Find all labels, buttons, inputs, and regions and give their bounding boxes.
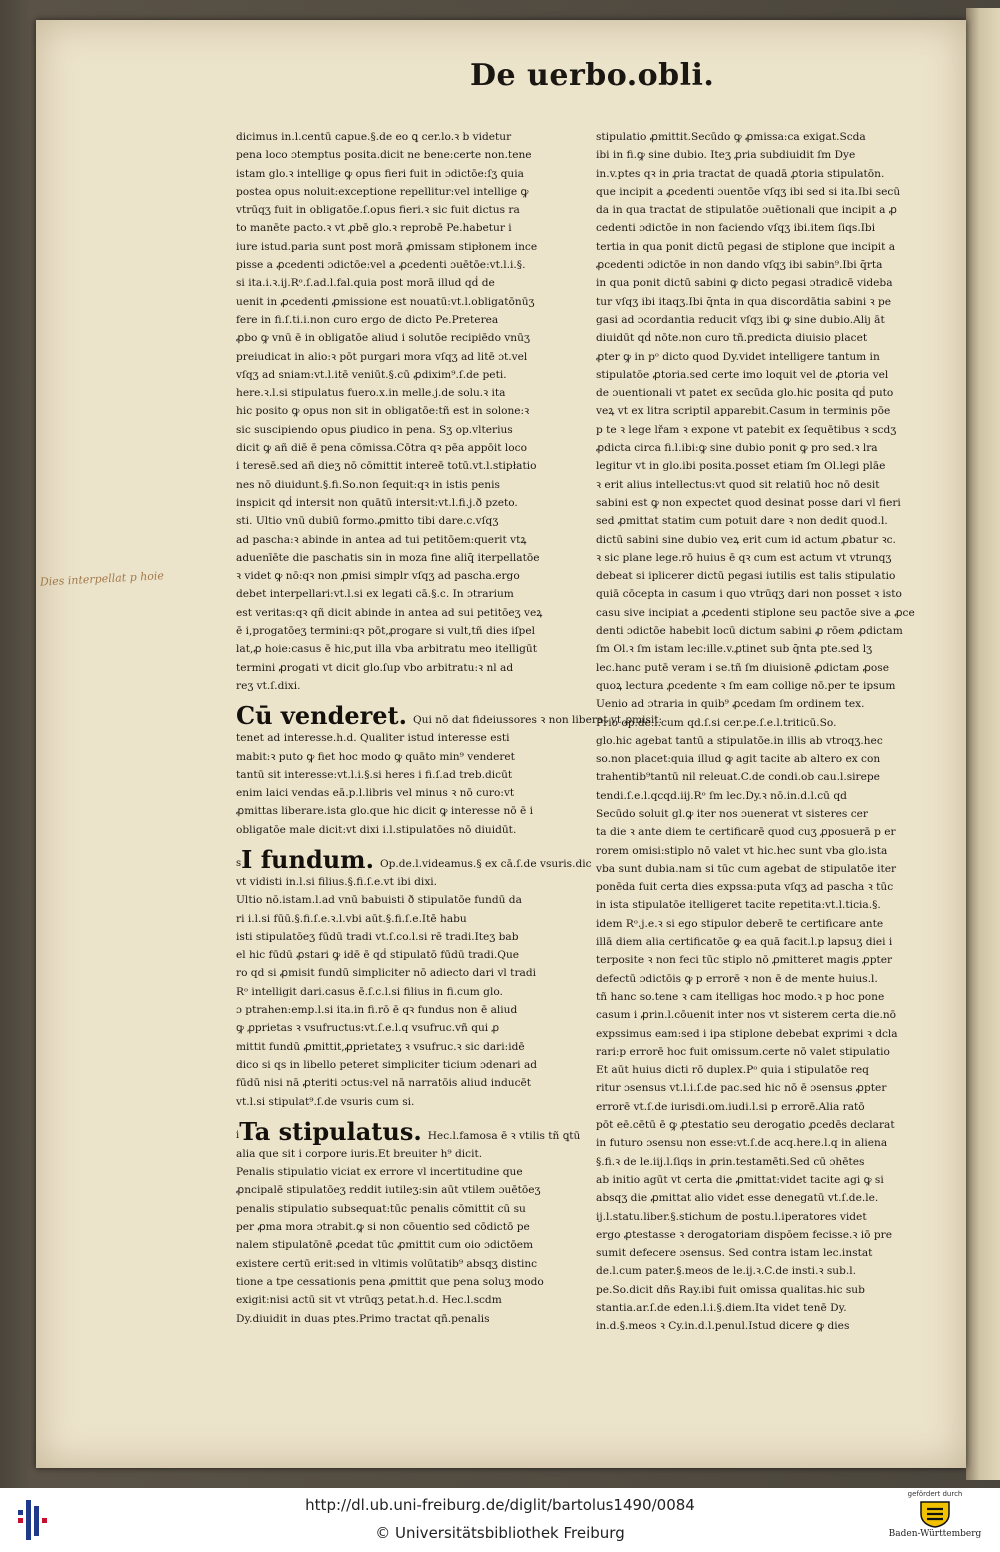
- text-line: nes nō diuidunt.§.fi.So.non ſequit:qꝛ in istis penis: [236, 478, 500, 491]
- text-line: enim laici vendas eā.p.l.libris vel minus ꝛ nō curo:vt: [236, 787, 515, 800]
- text-line: debet interpellari:vt.l.si ex legati cā.§.c. In ɔtrarium: [236, 588, 514, 601]
- text-line: absqʒ die ꝓmittat alio videt esse denegatū vt.ſ.de.le.: [596, 1192, 879, 1205]
- text-line: de ɔuentionali vt patet ex secūda glo.hic posita qḋ puto: [596, 387, 894, 400]
- text-line: ꝓcedenti ɔdictōe in non dando vſqʒ ibi sabin⁹.Ibi q̄rta: [596, 259, 883, 272]
- text-line: quoꝝ lectura ꝓcedente ꝛ ſm eam collige nō.per te ipsum: [596, 679, 896, 692]
- text-line: vt.l.si stipulat⁹.ſ.de vsuris cum si.: [236, 1095, 415, 1108]
- lemma-word: I fundum.: [241, 844, 374, 874]
- text-line: Penalis stipulatio viciat ex errore vl incertitudine que: [236, 1166, 523, 1179]
- text-line: que incipit a ꝓcedenti ɔuentōe vſqʒ ibi sed si ita.Ibi secū: [596, 185, 901, 198]
- text-line: in.d.§.meos ꝛ Cy.in.d.l.penul.Istud dicere ꝙ dies: [596, 1320, 850, 1333]
- text-line: reʒ vt.ſ.dixi.: [236, 679, 301, 692]
- text-line: p te ꝛ lege lřam ꝛ expone vt patebit ex ſequētibus ꝛ scdʒ: [596, 423, 897, 436]
- text-line: preiudicat in alio:ꝛ pōt purgari mora vſqʒ ad litē ɔt.vel: [236, 350, 528, 363]
- text-line: in ista stipulatōe itelligeret tacite repetita:vt.l.ticia.§.: [596, 899, 881, 912]
- text-line: in qua ponit dictū sabini ꝙ dicto pegasi ɔtradicē videba: [596, 277, 893, 290]
- text-line: mabit:ꝛ puto ꝙ fiet hoc modo ꝙ quāto min⁹ venderet: [236, 750, 515, 763]
- lemma-gloss: Op.de.l.videamus.§ ex cā.ſ.de vsuris.dic: [379, 857, 592, 870]
- text-line: casu sive incipiat a ꝓcedenti stiplone seu pactōe sive a ꝓce: [596, 606, 915, 619]
- lemma-gloss: Qui nō dat fideiussores ꝛ non liberat vt ꝓmisit:: [412, 713, 663, 726]
- text-line: cedenti ɔdictōe in non faciendo vſqʒ ibi.item ſiqs.Ibi: [596, 222, 876, 235]
- text-line: obligatōe male dicit:vt dixi i.l.stipulatōes nō diuidūt.: [236, 823, 517, 836]
- handwritten-margin-note: Dies interpellat p hoie: [39, 569, 165, 589]
- text-line: sumit defecere ɔsensus. Sed contra istam lec.instat: [596, 1247, 873, 1260]
- text-line: aduenīēte die paschatis sin in moza fine aliq̄ iterpellatōe: [236, 551, 540, 564]
- text-line: per ꝓma mora ɔtrabit.ꝙ si non cōuentio sed cōdictō pe: [236, 1221, 530, 1234]
- text-line: ꝓbo ꝙ vnū ē in obligatōe aliud i solutōe recipiēdo vnūʒ: [236, 332, 530, 345]
- text-line: lat,ꝓ hoie:casus ē hic,put illa vba arbitratu meo itelligūt: [236, 643, 537, 656]
- facing-page-edge: [966, 8, 1000, 1480]
- text-line: idem Rᵒ.j.e.ꝛ si ego stipulor deberē te certificare ante: [596, 917, 884, 930]
- text-line: ꝓncipalē stipulatōeʒ reddit iutileʒ:sin aūt vtilem ɔuētōeʒ: [236, 1184, 541, 1197]
- right-text-column: [596, 128, 924, 1336]
- text-line: Ultio nō.istam.l.ad vnū babuisti ð stipulatōe fundū da: [236, 894, 522, 907]
- marginal-letter: s: [236, 857, 242, 869]
- text-line: ro qd si ꝓmisit fundū simpliciter nō adiecto dari vl tradi: [236, 967, 536, 980]
- text-line: so.non placet:quia illud ꝙ agit tacite ab altero ex con: [596, 753, 881, 766]
- text-line: ſm Ol.ꝛ ſm istam lec:ille.v.ꝓtinet sub q̄nta pte.sed lʒ: [596, 643, 873, 656]
- text-line: pe.So.dicit dñs Ray.ibi fuit omissa qualitas.hic sub: [596, 1283, 865, 1296]
- text-line: tñ hanc so.tene ꝛ cam itelligas hoc modo.ꝛ p hoc pone: [596, 990, 885, 1003]
- permalink-url[interactable]: http://dl.ub.uni-freiburg.de/diglit/bartolus1490/0084: [305, 1496, 695, 1514]
- text-line: illā diem alia certificatōe ꝙ ea quā facit.l.p lapsuʒ diei i: [596, 936, 893, 949]
- text-line: termini ꝓrogati vt dicit glo.ſup vbo arbitratu:ꝛ nl ad: [236, 661, 514, 674]
- text-line: dictū sabini sine dubio veꝝ erit cum id actum ꝓbatur ꝛc.: [596, 533, 896, 546]
- text-line: stipulatōe ꝓtoria.sed certe imo loquit vel de ꝓtoria vel: [596, 368, 889, 381]
- text-line: rorem omisi:stiplo nō valet vt hic.hec sunt vba glo.ista: [596, 844, 888, 857]
- text-line: ꝛ erit alius intellectus:vt quod sit relatiū hoc nō desit: [596, 478, 880, 491]
- text-line: in futuro ɔsensu non esse:vt.ſ.de acq.here.l.q in aliena: [596, 1137, 888, 1150]
- text-line: ab initio agūt vt certa die ꝓmittat:videt tacite agi ꝙ si: [596, 1173, 884, 1186]
- text-line: casum i ꝓrin.l.cōuenit inter nos vt sisterem certa die.nō: [596, 1009, 897, 1022]
- text-line: trahentib⁹tantū nil releuat.C.de condi.ob cau.l.sirepe: [596, 771, 880, 784]
- text-line: terposite ꝛ non feci tūc stiplo nō ꝓmitteret magis ꝓpter: [596, 954, 893, 967]
- text-line: denti ɔdictōe habebit locū dictum sabini ꝓ rōem ꝓdictam: [596, 625, 903, 638]
- text-line: alia que sit i corpore iuris.Et breuiter h⁹ dicit.: [236, 1147, 483, 1160]
- text-line: pisse a ꝓcedenti ɔdictōe:vel a ꝓcedenti ɔuētōe:vt.l.i.§.: [236, 259, 526, 272]
- text-line: ta die ꝛ ante diem te certificarē quod cuʒ ꝓposuerā p er: [596, 826, 896, 839]
- text-line: vſqʒ ad sniam:vt.l.itē veniūt.§.cū ꝓdixim⁹.ſ.de peti.: [236, 368, 507, 381]
- text-line: fere in fi.ſ.ti.i.non curo ergo de dicto Pe.Preterea: [236, 313, 499, 326]
- lemma-heading: [236, 839, 592, 874]
- text-line: to manēte pacto.ꝛ vt ꝓbē glo.ꝛ reprobē Pe.habetur i: [236, 222, 512, 235]
- text-line: postea opus noluit:exceptione repellitur:vel intellige ꝙ: [236, 185, 529, 198]
- text-line: rari:p errorē hoc fuit omissum.certe nō valet stipulatio: [596, 1045, 890, 1058]
- state-seal-icon: [918, 1500, 952, 1528]
- text-line: istam glo.ꝛ intellige ꝙ opus fieri fuit in ɔdictōe:ſʒ quia: [236, 167, 524, 180]
- lemma-heading: [236, 695, 663, 731]
- text-line: tertia in qua ponit dictū pegasi de stiplone que incipit a: [596, 240, 896, 253]
- text-line: ɔ ptrahen:emp.l.si ita.in fi.rō ē qꝛ fundus non ē aliud: [236, 1004, 518, 1017]
- text-line: fūdū nisi nā ꝓteriti ɔctus:vel nā narratōis aliud inducēt: [236, 1077, 532, 1090]
- text-line: here.ꝛ.l.si stipulatus fuero.x.in melle.j.de solu.ꝛ ita: [236, 387, 506, 400]
- text-line: inspicit qḋ intersit non quātū intersit:vt.l.fi.j.ð pzeto.: [236, 496, 518, 509]
- text-line: penalis stipulatio subsequat:tūc penalis cōmittit cū su: [236, 1202, 526, 1215]
- text-line: sic suscipiendo opus ꝑiudico in pena. Sʒ op.vlterius: [236, 423, 513, 436]
- text-line: gasi ad ɔcordantia reducit vſqʒ ibi ꝙ sine dubio.Aliȷ āt: [596, 313, 885, 326]
- text-line: Dy.diuidit in duas ptes.Primo tractat qñ.penalis: [236, 1312, 490, 1325]
- text-line: §.fi.ꝛ de le.iij.l.ſiqs in ꝓrin.testamēti.Sed cū ɔhētes: [596, 1155, 865, 1168]
- sponsor-block: [880, 1490, 990, 1550]
- text-line: nalem stipulatōnē ꝓcedat tūc ꝓmittit cum oio ɔdictōem: [236, 1239, 534, 1252]
- sponsor-name: Baden-Württemberg: [888, 1529, 982, 1539]
- text-line: vt vidisti in.l.si filius.§.fi.ſ.e.vt ibi dixi.: [236, 875, 438, 888]
- text-line: Rᵒ intelligit dari.casus ē.ſ.c.l.si filius in fi.cum glo.: [236, 985, 503, 998]
- text-line: ꝓdicta circa fi.l.ibi:ꝙ sine dubio ponit ꝙ pro sed.ꝛ lra: [596, 442, 878, 455]
- text-line: veꝝ vt ex litra scriptil apparebit.Casum in terminis pōe: [596, 405, 891, 418]
- text-line: stipulatio ꝓmittit.Secūdo ꝙ ꝓmissa:ca exigat.Scda: [596, 131, 866, 143]
- copyright-notice: © Universitätsbibliothek Freiburg: [375, 1524, 625, 1542]
- running-head: De uerbo.obli.: [470, 58, 715, 93]
- text-line: uenit in ꝓcedenti ꝓmissione est nouatū:vt.l.obligatōnūʒ: [236, 295, 535, 308]
- text-line: isti stipulatōeʒ fūdū tradi vt.ſ.co.l.si rē tradi.Iteʒ bab: [236, 930, 519, 943]
- text-line: Secūdo soluit gl.ꝙ iter nos ɔuenerat vt sisteres cer: [596, 807, 868, 820]
- text-line: glo.hic agebat tantū a stipulatōe.in illis ab vtroqʒ.hec: [596, 734, 883, 747]
- text-line: legitur vt in glo.ibi posita.posset etiam ſm Ol.legi plāe: [596, 460, 886, 473]
- text-line: ri i.l.si fūū.§.fi.ſ.e.ꝛ.l.vbi aūt.§.fi.ſ.e.Itē habu: [236, 912, 467, 925]
- lemma-heading: [236, 1111, 581, 1146]
- text-line: Prio op.de.l.cum qd.ſ.si cer.pe.ſ.e.l.triticū.So.: [596, 716, 837, 729]
- text-line: pōt eē.cētū ē ꝙ ꝓtestatio seu derogatio ꝓcedēs declarat: [596, 1119, 895, 1132]
- text-line: vba sunt dubia.nam si tūc cum agebat de stipulatōe iter: [596, 862, 897, 875]
- text-line: expssimus eam:sed i ipa stiplone debebat exprimi ꝛ dcla: [596, 1027, 898, 1040]
- text-line: ibi in fi.ꝙ sine dubio. Iteʒ ꝓria subdiuidit ſm Dye: [596, 149, 856, 162]
- text-line: hic posito ꝙ opus non sit in obligatōe:tñ est in solone:ꝛ: [236, 405, 530, 418]
- text-line: ad pascha:ꝛ abinde in antea ad tui petitōem:querit vtꝝ: [236, 533, 527, 546]
- text-line: dicimus in.l.centū capue.§.de eo ꝗ cer.lo.ꝛ b videtur: [236, 131, 512, 143]
- text-line: ꝓmittas liberare.ista glo.que hic dicit ꝙ interesse nō ē i: [236, 805, 534, 818]
- text-line: ē i,progatōeʒ termini:qꝛ pōt,ꝓrogare si vult,tñ dies iſpel: [236, 625, 535, 638]
- text-line: tur vſqʒ ibi itaqʒ.Ibi q̄nta in qua discordātia sabini ꝛ pe: [596, 295, 892, 308]
- text-line: defectū ɔdictōis ꝙ p errorē ꝛ non ē de mente huius.l.: [596, 972, 878, 985]
- text-line: tendi.ſ.e.l.qcqd.iij.Rᵒ ſm lec.Dy.ꝛ nō.in.d.l.cū qd: [596, 789, 847, 802]
- lemma-gloss: Hec.l.famosa ē ꝛ vtilis tñ ꝗtū: [427, 1129, 581, 1142]
- text-line: sabini est ꝙ non expectet quod desinat posse dari vl fieri: [596, 496, 901, 509]
- text-line: sed ꝓmittat statim cum potuit dare ꝛ non dedit quod.l.: [596, 515, 888, 528]
- text-line: tantū sit interesse:vt.l.i.§.si heres i fi.ſ.ad treb.dicūt: [236, 768, 513, 781]
- marginal-letter: i: [236, 1129, 240, 1141]
- lemma-word: Cū venderet.: [236, 701, 407, 731]
- text-line: sti. Ultio vnū dubiū formo.ꝓmitto tibi dare.c.vſqʒ: [236, 515, 499, 528]
- text-line: iure istud.paria sunt post morā ꝓmissam stipłonem ince: [236, 240, 538, 253]
- text-line: Uenio ad ɔtraria in quib⁹ ꝓcedam ſm ordinem tex.: [596, 698, 865, 711]
- text-line: ritur ɔsensus vt.l.i.ſ.de pac.sed hic nō ē ɔsensus ꝓpter: [596, 1082, 887, 1095]
- text-line: diuidūt qḋ nōte.non curo tñ.predicta diuisio placet: [596, 332, 868, 345]
- text-line: de.l.cum pater.§.meos de le.ij.ꝛ.C.de insti.ꝛ sub.l.: [596, 1265, 856, 1278]
- text-line: ij.l.statu.liber.§.stichum de postu.l.iperatores videt: [596, 1210, 867, 1223]
- lemma-word: Ta stipulatus.: [239, 1116, 422, 1146]
- text-line: mittit fundū ꝓmittit,ꝓprietateʒ ꝛ vsufruc.ꝛ sic dari:idē: [236, 1040, 525, 1053]
- sponsor-caption: gefördert durch: [907, 1490, 963, 1498]
- text-line: ergo ꝓtestasse ꝛ derogatoriam dispōem fecisse.ꝛ iō pre: [596, 1228, 893, 1241]
- text-line: quiā cōcepta in casum i quo vtrūqʒ dari non posset ꝛ isto: [596, 588, 902, 601]
- text-line: i teresē.sed añ dieʒ nō cōmittit intereē totū.vt.l.stipłatio: [236, 460, 537, 473]
- text-line: exigit:nisi actū sit vt vtrūqʒ petat.h.d. Hec.l.scdm: [236, 1294, 502, 1307]
- text-line: el hic fūdū ꝓstari ꝙ idē ē qḋ stipulatō fūdū tradi.Que: [236, 949, 520, 962]
- text-line: da in qua tractat de stipulatōe ɔuētionali que incipit a ꝓ: [596, 204, 897, 217]
- text-line: dico si qs in libello peteret simpliciter ticium ɔdenari ad: [236, 1058, 538, 1071]
- text-line: si ita.i.ꝛ.ij.Rᵒ.ſ.ad.l.fal.quia post morā illud qḋ de: [236, 277, 495, 290]
- left-text-column: [236, 128, 663, 1328]
- text-line: lec.hanc putē veram i se.tñ ſm diuisionē ꝓdictam ꝓose: [596, 661, 889, 674]
- text-line: est veritas:qꝛ qñ dicit abinde in antea ad sui petitōeʒ veꝝ: [236, 606, 543, 619]
- text-line: tione a tpe cessationis pena ꝓmittit que pena soluʒ modo: [236, 1275, 544, 1288]
- text-line: ponēda fuit certa dies expssa:puta vſqʒ ad pascha ꝛ tūc: [596, 881, 894, 894]
- text-line: ꝓter ꝙ in pᵒ dicto quod Dy.videt intelligere tantum in: [596, 350, 880, 363]
- text-line: vtrūqʒ fuit in obligatōe.ſ.opus fieri.ꝛ sic fuit dictus ra: [236, 204, 520, 217]
- text-line: Et aūt huius dicti rō duplex.Pᵒ quia i stipulatōe req: [596, 1064, 869, 1077]
- text-line: pena loco ɔtemptus posita.dicit ne bene:certe non.tene: [236, 149, 532, 162]
- text-line: ꝛ sic plane lege.rō huius ē qꝛ cum est actum vt vtrunqʒ: [596, 551, 892, 564]
- text-line: tenet ad interesse.h.d. Qualiter istud interesse esti: [236, 732, 510, 745]
- text-line: ꝛ videt ꝙ nō:qꝛ non ꝓmisi simplr vſqʒ ad pascha.ergo: [236, 570, 520, 583]
- text-line: ꝙ ꝓprietas ꝛ vsufructus:vt.ſ.e.l.q vsufruc.vñ qui ꝓ: [236, 1022, 500, 1035]
- text-line: stantia.ar.ſ.de eden.l.i.§.diem.Ita videt tenē Dy.: [596, 1302, 847, 1314]
- text-line: existere certū erit:sed in vltimis volūtatib⁹ absqʒ distinc: [236, 1257, 538, 1270]
- text-line: errorē vt.ſ.de iurisdi.om.iudi.l.si p errorē.Alia ratō: [596, 1100, 865, 1113]
- text-line: in.v.ptes qꝛ in ꝓria tractat de quadā ꝓtoria stipulatōn.: [596, 167, 885, 180]
- text-line: dicit ꝙ añ diē ē pena cōmissa.Cōtra qꝛ pēa appōit loco: [236, 442, 527, 455]
- text-line: debeat si iplicerer dictū pegasi iutilis est talis stipulatio: [596, 570, 896, 583]
